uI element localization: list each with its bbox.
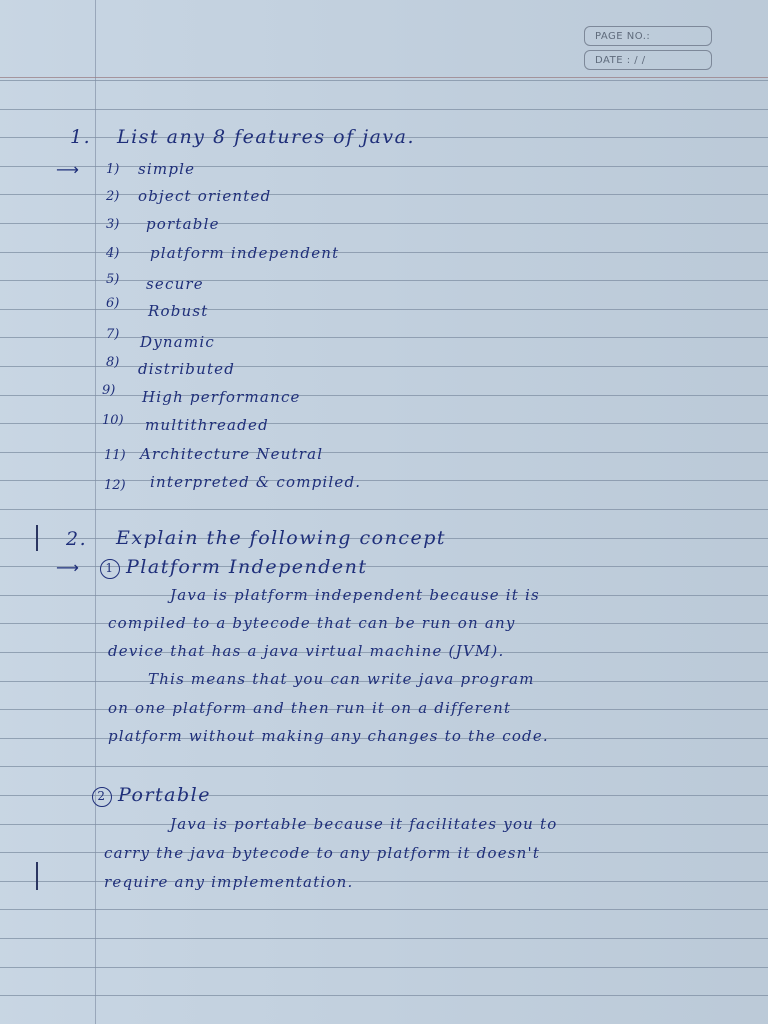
- paragraph-line: require any implementation.: [104, 873, 354, 891]
- q1-item-text: platform independent: [150, 244, 340, 262]
- q1-item-text: Architecture Neutral: [140, 445, 324, 463]
- ruled-line: [0, 909, 768, 910]
- q1-item-text: secure: [146, 275, 204, 293]
- sub1-title: Platform Independent: [126, 556, 368, 578]
- paragraph-line: Java is portable because it facilitates you to: [170, 815, 558, 833]
- q1-item-num: 10): [102, 413, 124, 428]
- q2-number: 2.: [66, 528, 88, 550]
- paragraph-line: on one platform and then run it on a different: [108, 699, 512, 717]
- q1-item-num: 1): [106, 162, 120, 177]
- sub2-number: 2: [92, 787, 112, 807]
- sub1-number: 1: [100, 559, 120, 579]
- q1-item-num: 8): [106, 355, 120, 370]
- q1-item-text: interpreted & compiled.: [150, 473, 362, 491]
- q1-item-text: object oriented: [138, 187, 272, 205]
- q1-item-num: 2): [106, 189, 120, 204]
- sub2-title: Portable: [118, 784, 211, 806]
- q1-number: 1.: [70, 126, 92, 148]
- q1-title: List any 8 features of java.: [117, 126, 416, 148]
- ruled-line: [0, 766, 768, 767]
- q1-item-num: 11): [104, 448, 126, 463]
- paragraph-line: This means that you can write java program: [148, 670, 535, 688]
- q1-item-text: High performance: [142, 388, 301, 406]
- ruled-line: [0, 80, 768, 81]
- q1-item-text: simple: [138, 160, 196, 178]
- q1-item-text: Robust: [148, 302, 209, 320]
- sub1-heading: [100, 556, 368, 579]
- paragraph-line: Java is platform independent because it is: [170, 586, 540, 604]
- q1-item-text: distributed: [138, 360, 236, 378]
- page-header-box: [584, 26, 714, 72]
- header-rule: [0, 77, 768, 78]
- margin-tick: [36, 525, 38, 551]
- q1-item-text: portable: [146, 215, 220, 233]
- sub2-heading: [92, 784, 211, 807]
- q1-item-text: multithreaded: [145, 416, 269, 434]
- q1-item-text: Dynamic: [140, 333, 215, 351]
- q1-item-num: 3): [106, 217, 120, 232]
- paragraph-line: carry the java bytecode to any platform it doesn't: [104, 844, 541, 862]
- q1-item-num: 6): [106, 296, 120, 311]
- margin-tick: [36, 862, 38, 890]
- arrow-icon: ⟶: [56, 160, 79, 179]
- date-field: DATE : / /: [584, 50, 712, 70]
- ruled-line: [0, 938, 768, 939]
- paragraph-line: device that has a java virtual machine (JVM).: [108, 642, 505, 660]
- q2-title: Explain the following concept: [116, 527, 447, 549]
- paragraph-line: compiled to a bytecode that can be run on any: [108, 614, 516, 632]
- q1-item-num: 9): [102, 383, 116, 398]
- ruled-line: [0, 109, 768, 110]
- page-no-field: PAGE NO.:: [584, 26, 712, 46]
- q1-item-num: 4): [106, 246, 120, 261]
- q1-item-num: 12): [104, 478, 126, 493]
- ruled-line: [0, 509, 768, 510]
- ruled-line: [0, 995, 768, 996]
- arrow-icon: ⟶: [56, 558, 79, 577]
- q1-item-num: 7): [106, 327, 120, 342]
- margin-line: [95, 0, 96, 1024]
- q1-item-num: 5): [106, 272, 120, 287]
- paragraph-line: platform without making any changes to the code.: [108, 727, 549, 745]
- ruled-line: [0, 967, 768, 968]
